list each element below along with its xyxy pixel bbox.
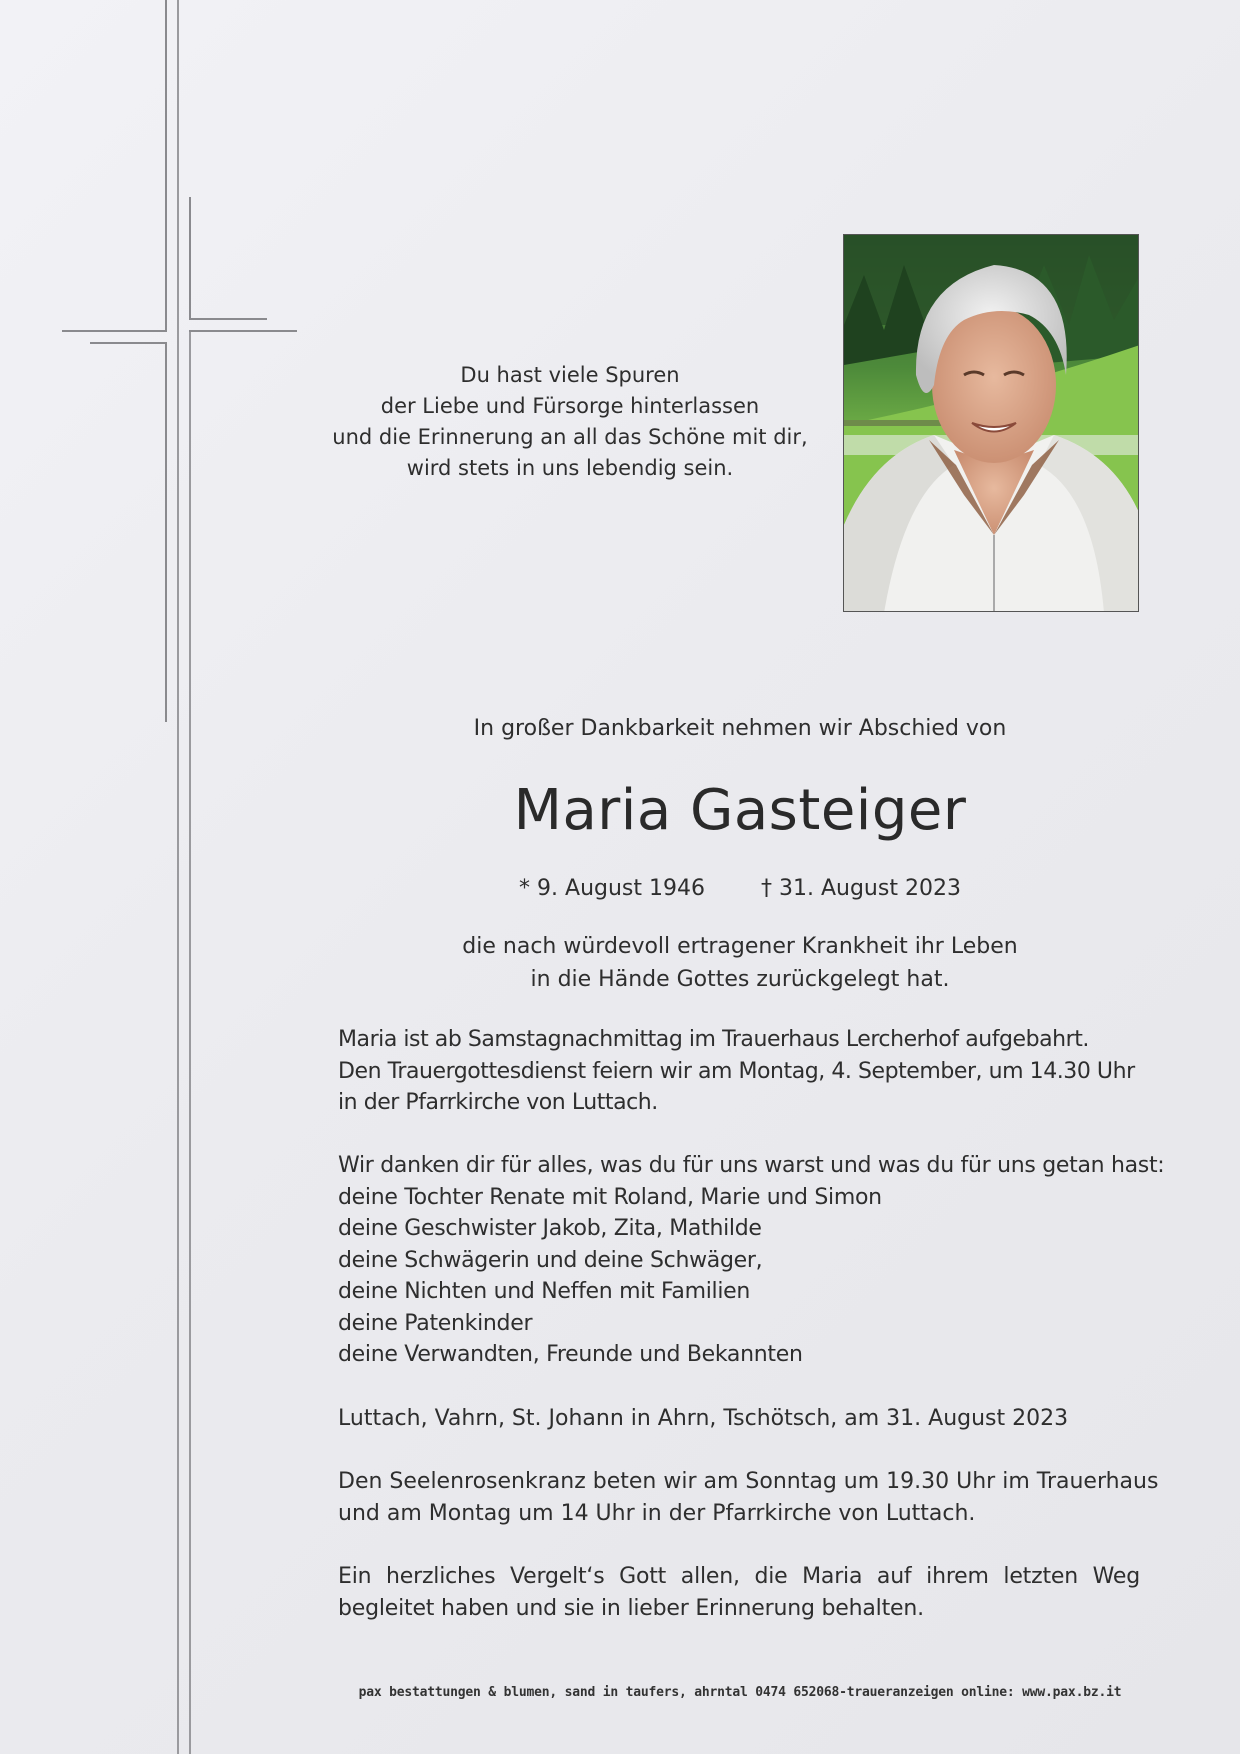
text-line: Maria ist ab Samstagnachmittag im Trauerhaus Lercherhof aufgebahrt. xyxy=(338,1027,1089,1052)
birth-date: * 9. August 1946 xyxy=(519,876,705,901)
quote-line: Du hast viele Spuren xyxy=(460,363,680,387)
rosary-paragraph xyxy=(338,1466,1159,1529)
list-item: deine Patenkinder xyxy=(338,1310,533,1336)
cross-horizontal-lower xyxy=(90,342,167,344)
text-line: Den Seelenrosenkranz beten wir am Sonntag um 19.30 Uhr im Trauerhaus xyxy=(338,1469,1159,1494)
list-item: deine Verwandten, Freunde und Bekannten xyxy=(338,1342,803,1367)
list-item: deine Geschwister Jakob, Zita, Mathilde xyxy=(338,1216,762,1241)
passing-line: die nach würdevoll ertragener Krankheit ihr Leben xyxy=(462,934,1018,959)
footer-credits: pax bestattungen & blumen, sand in taufers, ahrntal 0474 652068-traueranzeigen online: www.pax.bz.it xyxy=(358,1685,1122,1700)
cross-vertical-left xyxy=(165,0,167,330)
passing-line: in die Hände Gottes zurückgelegt hat. xyxy=(530,967,950,992)
cross-horizontal-main xyxy=(62,330,167,332)
quote-line: und die Erinnerung an all das Schöne mit dir, xyxy=(332,425,808,449)
portrait-photo xyxy=(843,234,1139,612)
quote-line: der Liebe und Fürsorge hinterlassen xyxy=(380,394,760,418)
text-line: und am Montag um 14 Uhr in der Pfarrkirche von Luttach. xyxy=(338,1500,976,1526)
laying-out-paragraph xyxy=(338,1024,1140,1119)
cross-vertical-short xyxy=(189,197,191,319)
life-dates xyxy=(340,876,1140,901)
cross-vertical-lower xyxy=(189,330,191,1754)
mourners-list xyxy=(338,1150,1165,1371)
cross-horizontal-upper-right xyxy=(189,318,267,320)
intro-line: In großer Dankbarkeit nehmen wir Abschied von xyxy=(473,716,1007,741)
cross-vertical-right xyxy=(177,0,179,1754)
place-date-line: Luttach, Vahrn, St. Johann in Ahrn, Tschötsch, am 31. August 2023 xyxy=(338,1406,1069,1431)
death-date: † 31. August 2023 xyxy=(761,876,961,901)
list-item: Wir danken dir für alles, was du für uns warst und was du für uns getan hast: xyxy=(338,1153,1165,1178)
cross-horizontal-right xyxy=(189,330,297,332)
passing-text xyxy=(340,930,1140,996)
text-line: Ein herzliches Vergelt‘s Gott allen, die Maria auf ihrem letzten Weg xyxy=(338,1564,1140,1589)
deceased-name: Maria Gasteiger xyxy=(513,778,967,843)
thanks-paragraph xyxy=(338,1561,1140,1624)
memorial-quote xyxy=(300,360,840,484)
cross-vertical-left-lower xyxy=(165,342,167,722)
quote-line: wird stets in uns lebendig sein. xyxy=(406,456,734,480)
text-line: Den Trauergottesdienst feiern wir am Montag, 4. September, um 14.30 Uhr xyxy=(338,1058,1135,1084)
list-item: deine Schwägerin und deine Schwäger, xyxy=(338,1247,763,1273)
portrait-illustration xyxy=(844,235,1139,612)
list-item: deine Tochter Renate mit Roland, Marie und Simon xyxy=(338,1184,882,1210)
place-date xyxy=(338,1403,1140,1435)
list-item: deine Nichten und Neffen mit Familien xyxy=(338,1279,751,1304)
text-line: begleitet haben und sie in lieber Erinnerung behalten. xyxy=(338,1595,924,1621)
text-line: in der Pfarrkirche von Luttach. xyxy=(338,1090,658,1115)
